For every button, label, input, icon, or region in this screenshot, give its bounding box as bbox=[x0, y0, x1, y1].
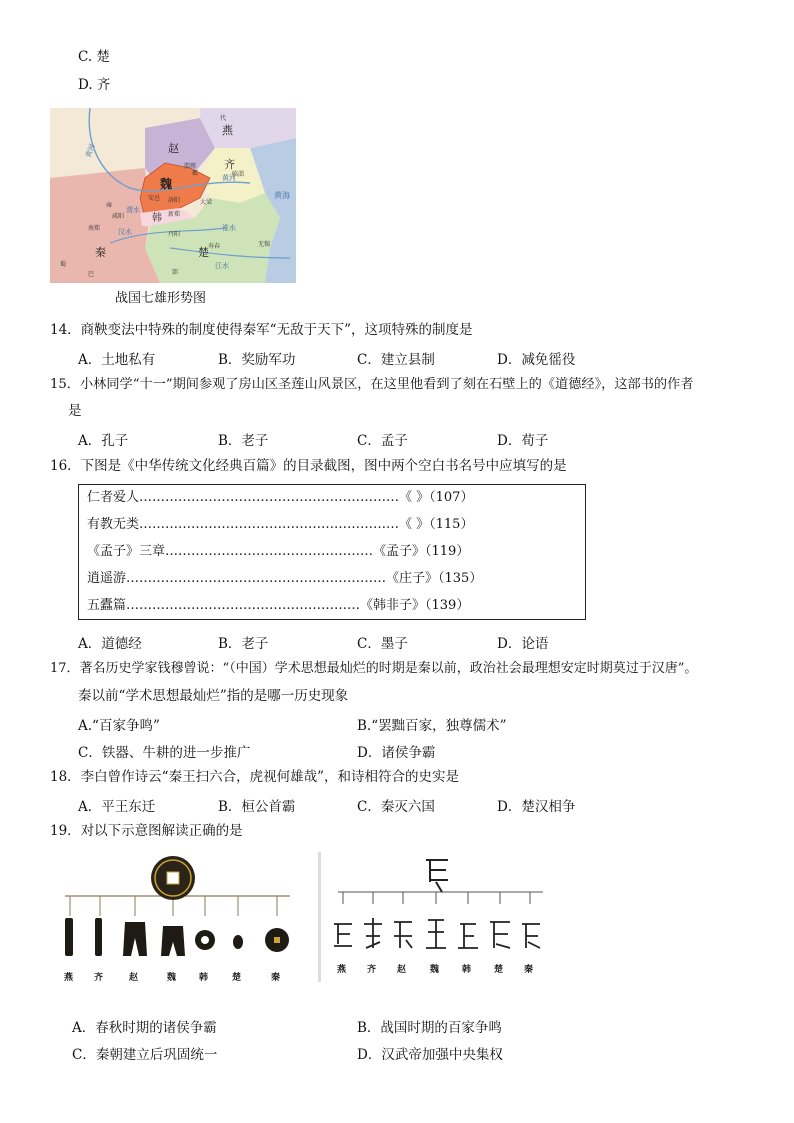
q16-stem: 16．下图是《中华传统文化经典百篇》的目录截图，图中两个空白书名号中应填写的是 bbox=[50, 458, 567, 474]
map-svg bbox=[50, 108, 296, 283]
q17-option-a: A.“百家争鸣” bbox=[78, 718, 160, 734]
q15-option-b: B．老子 bbox=[218, 433, 269, 449]
q17-option-d: D．诸侯争霸 bbox=[357, 745, 436, 761]
label-wei: 魏 bbox=[160, 177, 173, 191]
city-danyang: 丹阳 bbox=[168, 231, 181, 238]
script-diagram bbox=[318, 852, 550, 982]
label-chu: 楚 bbox=[198, 246, 209, 259]
label-huanghe-west: 黄河 bbox=[84, 142, 97, 159]
coin-label-yan: 燕 bbox=[64, 973, 74, 983]
city-ye: 邺 bbox=[192, 170, 199, 177]
city-xianyang: 咸阳 bbox=[112, 213, 125, 220]
label-hanshui: 汉水 bbox=[118, 228, 132, 236]
script-svg bbox=[318, 852, 550, 982]
unified-ma-glyph bbox=[426, 860, 448, 892]
q16-option-a: A．道德经 bbox=[78, 636, 142, 652]
q15-stem-line1: 15．小林同学“十一”期间参观了房山区圣莲山风景区，在这里他看到了刻在石壁上的《道德经》，这部书的作者 bbox=[50, 377, 694, 392]
q19-option-d: D．汉武帝加强中央集权 bbox=[357, 1047, 503, 1063]
q15-option-d: D．荀子 bbox=[497, 433, 549, 449]
script-label-wei: 魏 bbox=[430, 965, 440, 975]
coin-chu-antnose bbox=[233, 935, 243, 949]
q19-stem: 19．对以下示意图解读正确的是 bbox=[50, 823, 243, 839]
city-xinzheng: 新郑 bbox=[168, 211, 181, 218]
q19-option-b: B．战国时期的百家争鸣 bbox=[357, 1020, 502, 1036]
coin-label-han: 韩 bbox=[199, 973, 209, 983]
city-handan: 邯郸 bbox=[184, 163, 197, 170]
q16-option-c: C．墨子 bbox=[357, 636, 408, 652]
label-yan: 燕 bbox=[222, 124, 233, 137]
q15-option-a: A．孔子 bbox=[78, 433, 129, 449]
city-nanzheng: 南郑 bbox=[88, 225, 101, 232]
q16-option-b: B．老子 bbox=[218, 636, 269, 652]
script-label-yan: 燕 bbox=[337, 965, 347, 975]
script-label-chu: 楚 bbox=[494, 965, 504, 975]
q16-option-d: D．论语 bbox=[497, 636, 549, 652]
q18-option-c: C．秦灭六国 bbox=[357, 799, 435, 815]
city-luoyang: 洛阳 bbox=[168, 197, 181, 204]
city-wuxi: 无锡 bbox=[258, 241, 271, 248]
q17-stem-line1: 17．著名历史学家钱穆曾说：“（中国）学术思想最灿烂的时期是秦以前，政治社会最理想安定时期莫过于汉唐”。 bbox=[50, 661, 698, 676]
q19-option-c: C．秦朝建立后巩固统一 bbox=[72, 1047, 218, 1063]
script-label-qi: 齐 bbox=[367, 965, 377, 975]
q14-option-b: B．奖励军功 bbox=[218, 352, 296, 368]
label-weishui: 渭水 bbox=[126, 206, 140, 214]
label-qin: 秦 bbox=[95, 246, 106, 259]
city-yong: 雍 bbox=[106, 202, 113, 209]
coin-zhao-spade bbox=[123, 922, 147, 956]
q19-option-a: A．春秋时期的诸侯争霸 bbox=[72, 1020, 217, 1036]
coin-qi-knife bbox=[95, 918, 102, 956]
coin-wei-spade bbox=[161, 926, 185, 956]
label-han: 韩 bbox=[152, 213, 162, 224]
coin-unified-banliang bbox=[151, 856, 195, 900]
toc-row-2: 有教无类……………………………………………………《 》（115） bbox=[87, 517, 474, 532]
table-of-contents-box bbox=[78, 484, 586, 620]
label-jiangshui: 江水 bbox=[215, 262, 229, 270]
q17-stem-line2: 秦以前“学术思想最灿烂”指的是哪一历史现象 bbox=[78, 688, 349, 704]
q18-option-a: A．平王东迁 bbox=[78, 799, 156, 815]
toc-row-3: 《孟子》三章…………………………………………《孟子》（119） bbox=[87, 544, 470, 559]
q18-option-d: D．楚汉相争 bbox=[497, 799, 576, 815]
warring-states-map bbox=[50, 108, 296, 283]
coin-label-chu: 楚 bbox=[232, 973, 242, 983]
label-qi: 齐 bbox=[224, 158, 235, 171]
script-label-zhao: 赵 bbox=[397, 965, 407, 975]
city-linzi: 临淄 bbox=[232, 171, 245, 178]
city-shu: 蜀 bbox=[60, 261, 67, 268]
city-shouchun: 寿春 bbox=[208, 243, 221, 250]
coin-label-wei: 魏 bbox=[167, 973, 177, 983]
toc-row-5: 五蠹篇………………………………………………《韩非子》（139） bbox=[87, 598, 470, 613]
city-ying: 郢 bbox=[172, 269, 179, 276]
q17-option-c: C．铁器、牛耕的进一步推广 bbox=[78, 745, 251, 761]
q18-stem: 18．李白曾作诗云“秦王扫六合，虎视何雄哉”，和诗相符合的史实是 bbox=[50, 769, 459, 785]
q18-option-b: B．桓公首霸 bbox=[218, 799, 296, 815]
coin-yan-knife bbox=[65, 918, 73, 956]
regional-ma-glyphs bbox=[334, 918, 540, 948]
script-label-han: 韩 bbox=[462, 965, 472, 975]
q14-stem: 14．商鞅变法中特殊的制度使得秦军“无敌于天下”，这项特殊的制度是 bbox=[50, 322, 473, 338]
q15-option-c: C．孟子 bbox=[357, 433, 408, 449]
label-zhao: 赵 bbox=[168, 142, 179, 155]
option-c-prev: C. 楚 bbox=[78, 49, 110, 65]
label-huaishui: 淮水 bbox=[222, 224, 236, 232]
map-caption: 战国七雄形势图 bbox=[115, 291, 207, 306]
city-ba: 巴 bbox=[88, 271, 95, 278]
q15-stem-line2: 是 bbox=[68, 403, 82, 419]
coin-label-qi: 齐 bbox=[94, 973, 104, 983]
q14-option-d: D．减免徭役 bbox=[497, 352, 576, 368]
coin-label-qin: 秦 bbox=[271, 973, 281, 983]
q14-option-a: A．土地私有 bbox=[78, 352, 156, 368]
script-label-qin: 秦 bbox=[524, 965, 534, 975]
toc-row-4: 逍遥游……………………………………………………《庄子》（135） bbox=[87, 571, 483, 586]
label-huanghe-east: 黄河 bbox=[222, 174, 236, 182]
city-daliang: 大梁 bbox=[200, 199, 213, 206]
option-d-prev: D. 齐 bbox=[78, 77, 111, 93]
coins-svg bbox=[55, 852, 295, 987]
toc-row-1: 仁者爱人……………………………………………………《 》（107） bbox=[87, 490, 474, 505]
city-dai: 代 bbox=[220, 115, 227, 122]
q14-option-c: C．建立县制 bbox=[357, 352, 435, 368]
coin-label-zhao: 赵 bbox=[129, 973, 139, 983]
q17-option-b: B.“罢黜百家，独尊儒术” bbox=[357, 718, 507, 734]
label-huanghai: 黄海 bbox=[274, 191, 290, 200]
coins-diagram bbox=[55, 852, 295, 987]
city-anyi: 安邑 bbox=[148, 195, 161, 202]
